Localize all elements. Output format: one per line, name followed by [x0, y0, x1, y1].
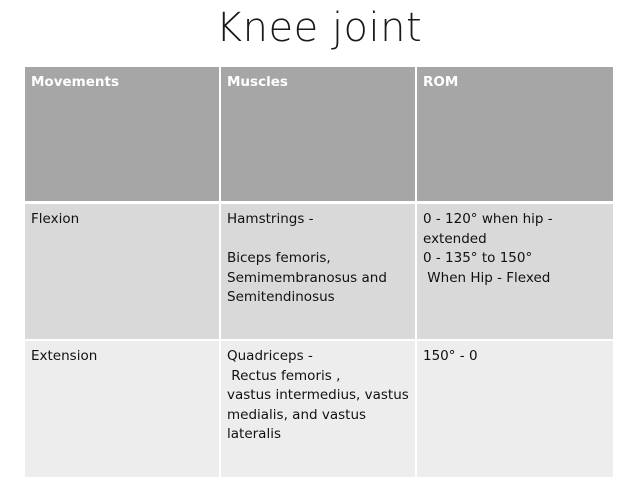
- table-row: [25, 340, 613, 477]
- muscle-detail: vastus intermedius, vastus medialis, and vastus lateralis: [227, 387, 414, 442]
- muscle-detail: Biceps femoris, Semimembranosus and Semitendinosus: [227, 250, 392, 305]
- table-header-row: [25, 67, 613, 203]
- header-rom: ROM: [416, 67, 613, 203]
- cell-movement: Flexion: [25, 203, 220, 341]
- cell-muscles: [220, 203, 416, 341]
- muscle-group: Quadriceps -: [227, 348, 313, 364]
- rom-line: 150° - 0: [423, 348, 478, 364]
- slide-title: Knee joint: [215, 5, 423, 51]
- muscle-group: Hamstrings -: [227, 211, 314, 227]
- cell-muscles: [220, 340, 416, 477]
- rom-line: 0 - 120° when hip - extended: [423, 211, 557, 247]
- table-row: [25, 203, 613, 341]
- knee-joint-table: [25, 67, 613, 477]
- cell-movement: Extension: [25, 340, 220, 477]
- cell-rom: [416, 340, 613, 477]
- header-movements: Movements: [25, 67, 220, 203]
- cell-rom: [416, 203, 613, 341]
- header-muscles: Muscles: [220, 67, 416, 203]
- spacer: [227, 230, 409, 250]
- muscle-detail: Rectus femoris ,: [227, 367, 341, 384]
- rom-line: 0 - 135° to 150°: [423, 250, 533, 266]
- rom-line: When Hip - Flexed: [423, 269, 551, 286]
